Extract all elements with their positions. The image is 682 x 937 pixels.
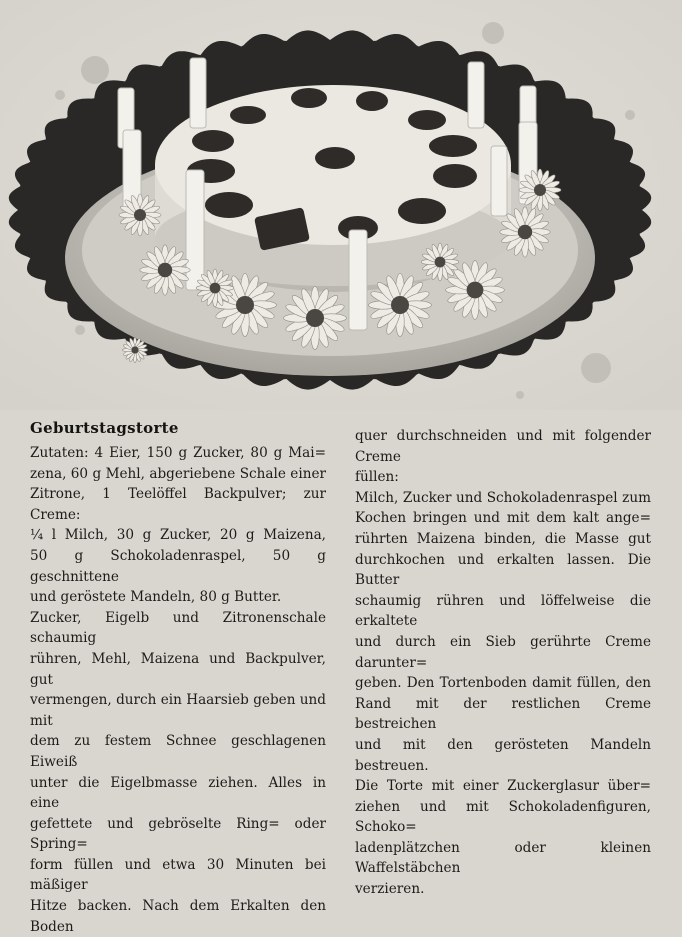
text-line: durchkochen und erkalten lassen. Die Butter — [355, 551, 651, 589]
text-line: rühren, Mehl, Maizena und Backpulver, gut — [30, 650, 326, 688]
recipe-column-right — [355, 426, 651, 900]
text-line: vermengen, durch ein Haarsieb geben und mit — [30, 692, 326, 729]
text-line: ¼ l Milch, 30 g Zucker, 20 g Maizena, — [30, 527, 326, 544]
text-line: und mit den gerösteten Mandeln bestreuen. — [355, 736, 651, 774]
text-line: Zitrone, 1 Teelöffel Backpulver; zur Creme: — [30, 486, 326, 523]
daisy — [122, 337, 147, 362]
text-line: zena, 60 g Mehl, abgeriebene Schale einer — [30, 465, 326, 482]
text-line: und durch ein Sieb gerührte Creme darunter= — [355, 633, 651, 671]
daisy — [140, 245, 190, 295]
recipe-column-left — [30, 443, 326, 937]
text-line: 50 g Schokoladenraspel, 50 g geschnittene — [30, 547, 326, 585]
recipe-title: Geburtstagstorte — [30, 419, 179, 437]
daisy — [369, 274, 432, 337]
text-line: Milch, Zucker und Schokoladenraspel zum — [355, 489, 651, 506]
text-line: Die Torte mit einer Zuckerglasur über= — [355, 778, 651, 795]
daisy — [284, 287, 347, 350]
text-line: Kochen bringen und mit dem kalt ange= — [355, 510, 651, 527]
text-line: ladenplätzchen oder kleinen Waffelstäbchen — [355, 839, 651, 877]
text-line: verzieren. — [355, 881, 425, 898]
text-line: geben. Den Tortenboden damit füllen, den — [355, 675, 651, 692]
text-line: form füllen und etwa 30 Minuten bei mäßiger — [30, 856, 326, 894]
text-line: füllen: — [355, 469, 399, 486]
cake-photo — [0, 0, 682, 410]
daisy — [519, 169, 561, 211]
text-line: Hitze backen. Nach dem Erkalten den Boden — [30, 898, 326, 935]
text-line: Zucker, Eigelb und Zitronenschale schaumig — [30, 609, 326, 647]
text-line: dem zu festem Schnee geschlagenen Eiweiß — [30, 733, 326, 770]
daisy — [500, 207, 550, 257]
text-line: rührten Maizena binden, die Masse gut — [355, 530, 651, 547]
daisy — [196, 269, 234, 307]
daisy — [119, 194, 161, 236]
text-line: schaumig rühren und löffelweise die erkaltete — [355, 592, 651, 630]
daisy — [421, 243, 459, 281]
text-line: quer durchschneiden und mit folgender Creme — [355, 428, 651, 465]
text-line: ziehen und mit Schokoladenfiguren, Schoko= — [355, 798, 651, 836]
text-line: unter die Eigelbmasse ziehen. Alles in eine — [30, 774, 326, 812]
text-line: gefettete und gebröselte Ring= oder Spring= — [30, 815, 326, 853]
text-line: und geröstete Mandeln, 80 g Butter. — [30, 589, 282, 606]
text-line: Zutaten: 4 Eier, 150 g Zucker, 80 g Mai= — [30, 445, 326, 461]
text-line: Rand mit der restlichen Creme bestreichen — [355, 695, 651, 733]
